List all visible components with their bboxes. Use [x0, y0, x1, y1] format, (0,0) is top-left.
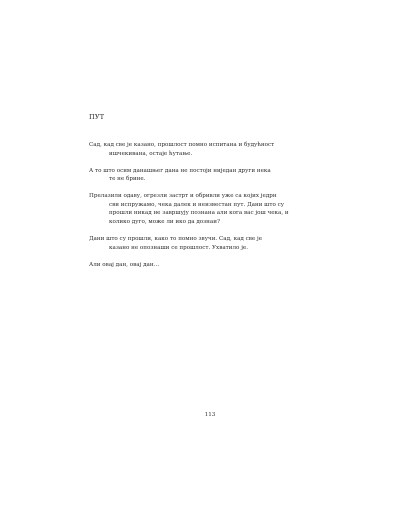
- text-line: колико дуго, може ли ико да дознаи?: [109, 218, 220, 225]
- text-line: Прелазили одаву, огрезли застрт и обривли уже са којих једрн: [89, 193, 277, 200]
- stanza-2: [89, 167, 329, 184]
- text-line: А то што осим данашњег дана не постоји ниједан други нека: [89, 167, 271, 174]
- text-line: те не брине.: [109, 176, 146, 183]
- text-line: казано не опознаши се прошлост. Ухватило је.: [109, 244, 249, 251]
- stanza-3: [89, 192, 329, 226]
- text-line: Али овај дан, овај дан…: [89, 261, 160, 268]
- stanza-4: [89, 235, 329, 252]
- stanza-1: [89, 141, 329, 158]
- section-title: ПУТ: [89, 113, 105, 121]
- text-line: Дани што су прошли, како то помно звучи. Сад, кад све је: [89, 235, 263, 242]
- page-number: 113: [204, 412, 216, 418]
- text-line: ишчекивана, остаје ћутање.: [109, 150, 193, 157]
- stanza-5: [89, 261, 329, 270]
- text-line: Сад, кад све је казано, прошлост помно испитана и будућност: [89, 142, 275, 148]
- text-line: сви испружамо, чека далек и неизвестан пут. Дани што су: [109, 201, 285, 208]
- body-text: [89, 141, 329, 277]
- text-line: прошли никад не завршују познана али кога вас још чека, и: [109, 210, 289, 217]
